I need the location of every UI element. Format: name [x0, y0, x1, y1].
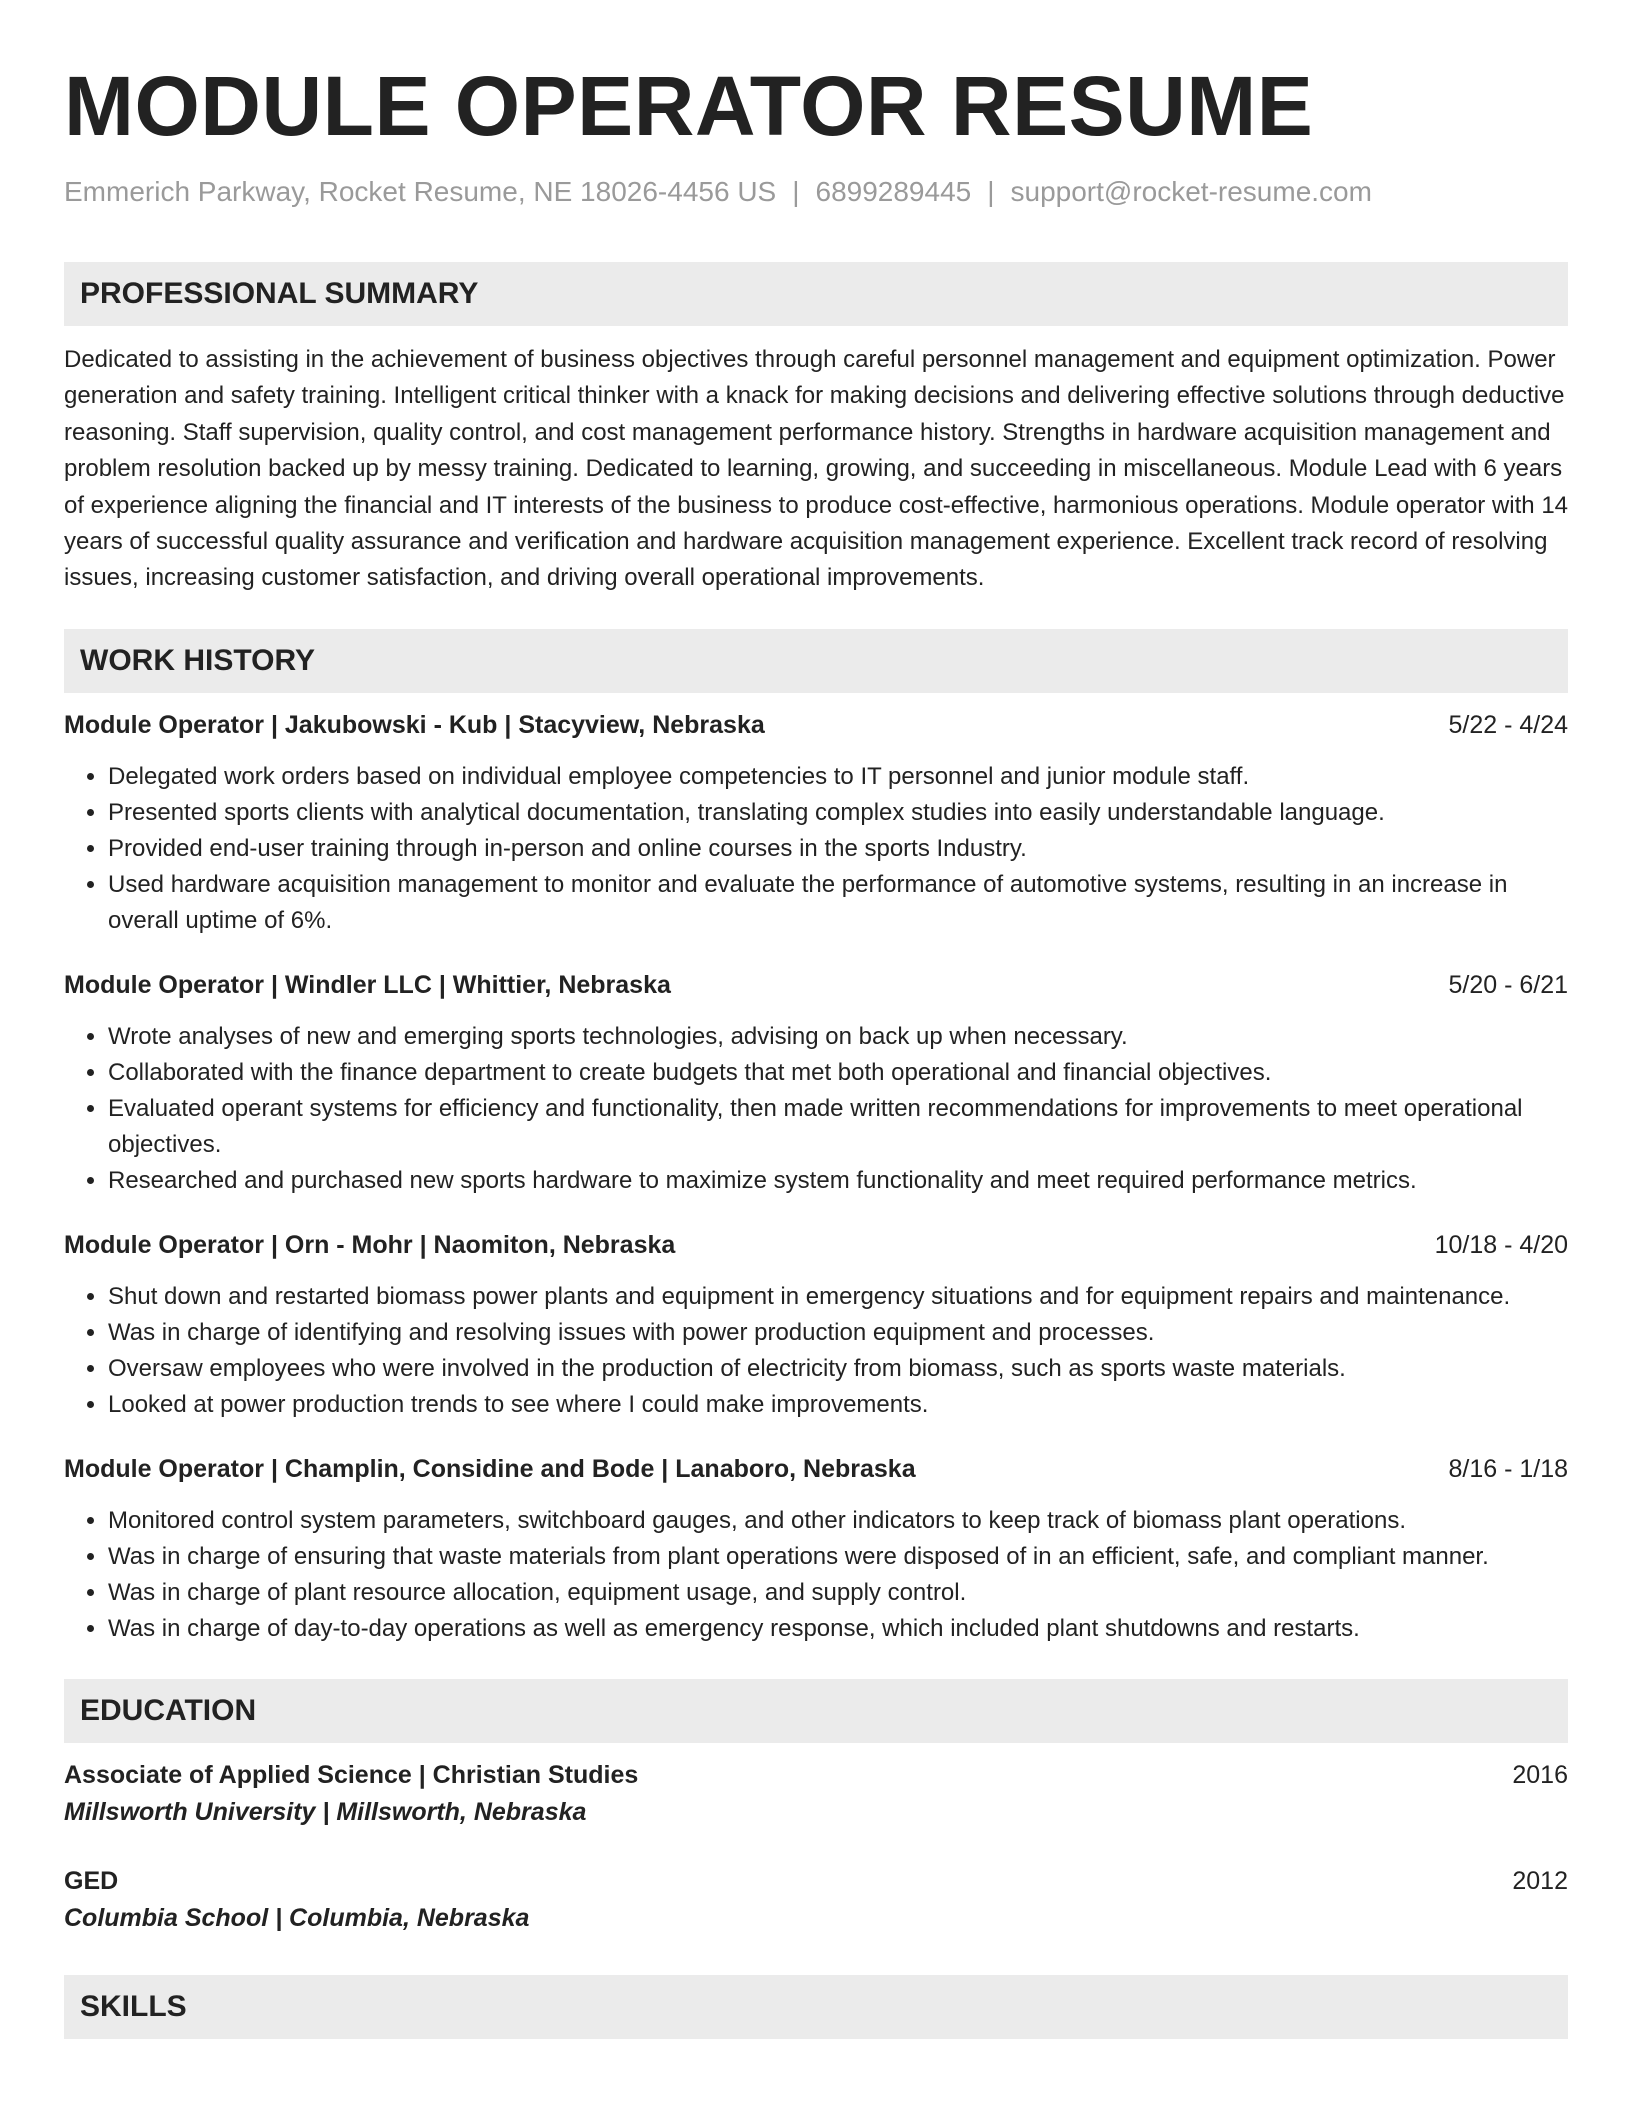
- job-bullet: • Looked at power production trends to see where I could make improvements.: [108, 1387, 1568, 1423]
- section-header-work-history: WORK HISTORY: [64, 629, 1568, 693]
- education-degree: Associate of Applied Science | Christian Studies: [64, 1760, 639, 1789]
- contact-phone: 6899289445: [815, 176, 972, 207]
- job-bullet: • Oversaw employees who were involved in the production of electricity from biomass, such as sports waste materials.: [108, 1351, 1568, 1387]
- section-header-summary: PROFESSIONAL SUMMARY: [64, 262, 1568, 326]
- job-bullets: [64, 1279, 1568, 1423]
- job-entry: [64, 967, 1568, 1199]
- education-header: [64, 1863, 1568, 1899]
- job-dates: 8/16 - 1/18: [1448, 1454, 1568, 1483]
- job-bullet: • Was in charge of plant resource allocation, equipment usage, and supply control.: [108, 1575, 1568, 1611]
- resume-title: MODULE OPERATOR RESUME: [64, 59, 1314, 153]
- education-list: [64, 1757, 1568, 1937]
- job-title: Module Operator | Windler LLC | Whittier, Nebraska: [64, 970, 671, 999]
- job-bullet: • Used hardware acquisition management to monitor and evaluate the performance of automotive systems, resulting in an increase in overall uptime of 6%.: [108, 867, 1568, 939]
- job-bullet: • Was in charge of day-to-day operations as well as emergency response, which included plant shutdowns and restarts.: [108, 1611, 1568, 1647]
- job-entry: [64, 1227, 1568, 1423]
- job-title: Module Operator | Jakubowski - Kub | Stacyview, Nebraska: [64, 710, 765, 739]
- job-bullets: [64, 1503, 1568, 1647]
- education-school: Millsworth University | Millsworth, Nebraska: [64, 1797, 587, 1826]
- job-title: Module Operator | Orn - Mohr | Naomiton, Nebraska: [64, 1230, 676, 1259]
- contact-address: Emmerich Parkway, Rocket Resume, NE 18026-4456 US: [64, 176, 777, 207]
- job-header: [64, 707, 1568, 743]
- job-bullet: • Shut down and restarted biomass power plants and equipment in emergency situations and for equipment repairs and maintenance.: [108, 1279, 1568, 1315]
- job-header: [64, 1451, 1568, 1487]
- education-entry: [64, 1757, 1568, 1831]
- job-bullet: • Researched and purchased new sports hardware to maximize system functionality and meet required performance metrics.: [108, 1163, 1568, 1199]
- job-title: Module Operator | Champlin, Considine and Bode | Lanaboro, Nebraska: [64, 1454, 916, 1483]
- job-bullet: • Monitored control system parameters, switchboard gauges, and other indicators to keep track of biomass plant operations.: [108, 1503, 1568, 1539]
- job-bullet: • Delegated work orders based on individual employee competencies to IT personnel and junior module staff.: [108, 759, 1568, 795]
- job-bullet: • Presented sports clients with analytical documentation, translating complex studies into easily understandable language.: [108, 795, 1568, 831]
- contact-separator: |: [792, 176, 800, 207]
- education-year: 2016: [1512, 1760, 1568, 1789]
- job-header: [64, 967, 1568, 1003]
- job-entry: [64, 1451, 1568, 1647]
- section-header-skills: SKILLS: [64, 1975, 1568, 2039]
- education-entry: [64, 1863, 1568, 1937]
- contact-separator: |: [987, 176, 995, 207]
- job-bullet: • Evaluated operant systems for efficiency and functionality, then made written recommendations for improvements to meet operational objectives.: [108, 1091, 1568, 1163]
- section-header-education: EDUCATION: [64, 1679, 1568, 1743]
- education-header: [64, 1757, 1568, 1793]
- job-bullets: [64, 759, 1568, 939]
- job-entry: [64, 707, 1568, 939]
- job-bullet: • Wrote analyses of new and emerging sports technologies, advising on back up when necessary.: [108, 1019, 1568, 1055]
- job-bullet: • Was in charge of identifying and resolving issues with power production equipment and processes.: [108, 1315, 1568, 1351]
- job-bullet: • Collaborated with the finance department to create budgets that met both operational and financial objectives.: [108, 1055, 1568, 1091]
- job-bullets: [64, 1019, 1568, 1199]
- contact-line: [64, 174, 1568, 210]
- summary-text: Dedicated to assisting in the achievement of business objectives through careful personnel management and equipment optimization. Power generation and safety training. Intelligent critical thinker with a knack for making decisions and delivering effective solutions through deductive reasoning. Staff supervision, quality control, and cost management performance history. Strengths in hardware acquisition management and problem resolution backed up by messy training. Dedicated to learning, growing, and succeeding in miscellaneous. Module Lead with 6 years of experience aligning the financial and IT interests of the business to produce cost-effective, harmonious operations. Module operator with 14 years of successful quality assurance and verification and hardware acquisition management experience. Excellent track record of resolving issues, increasing customer satisfaction, and driving overall operational improvements.: [64, 346, 1569, 592]
- education-school: Columbia School | Columbia, Nebraska: [64, 1903, 530, 1932]
- contact-email: support@rocket-resume.com: [1010, 176, 1372, 207]
- education-year: 2012: [1512, 1866, 1568, 1895]
- work-history-list: [64, 707, 1568, 1647]
- job-dates: 5/20 - 6/21: [1448, 970, 1568, 999]
- job-bullet: • Provided end-user training through in-person and online courses in the sports Industry.: [108, 831, 1568, 867]
- education-degree: GED: [64, 1866, 119, 1895]
- job-dates: 5/22 - 4/24: [1448, 710, 1568, 739]
- job-bullet: • Was in charge of ensuring that waste materials from plant operations were disposed of in an efficient, safe, and compliant manner.: [108, 1539, 1568, 1575]
- job-header: [64, 1227, 1568, 1263]
- job-dates: 10/18 - 4/20: [1434, 1230, 1568, 1259]
